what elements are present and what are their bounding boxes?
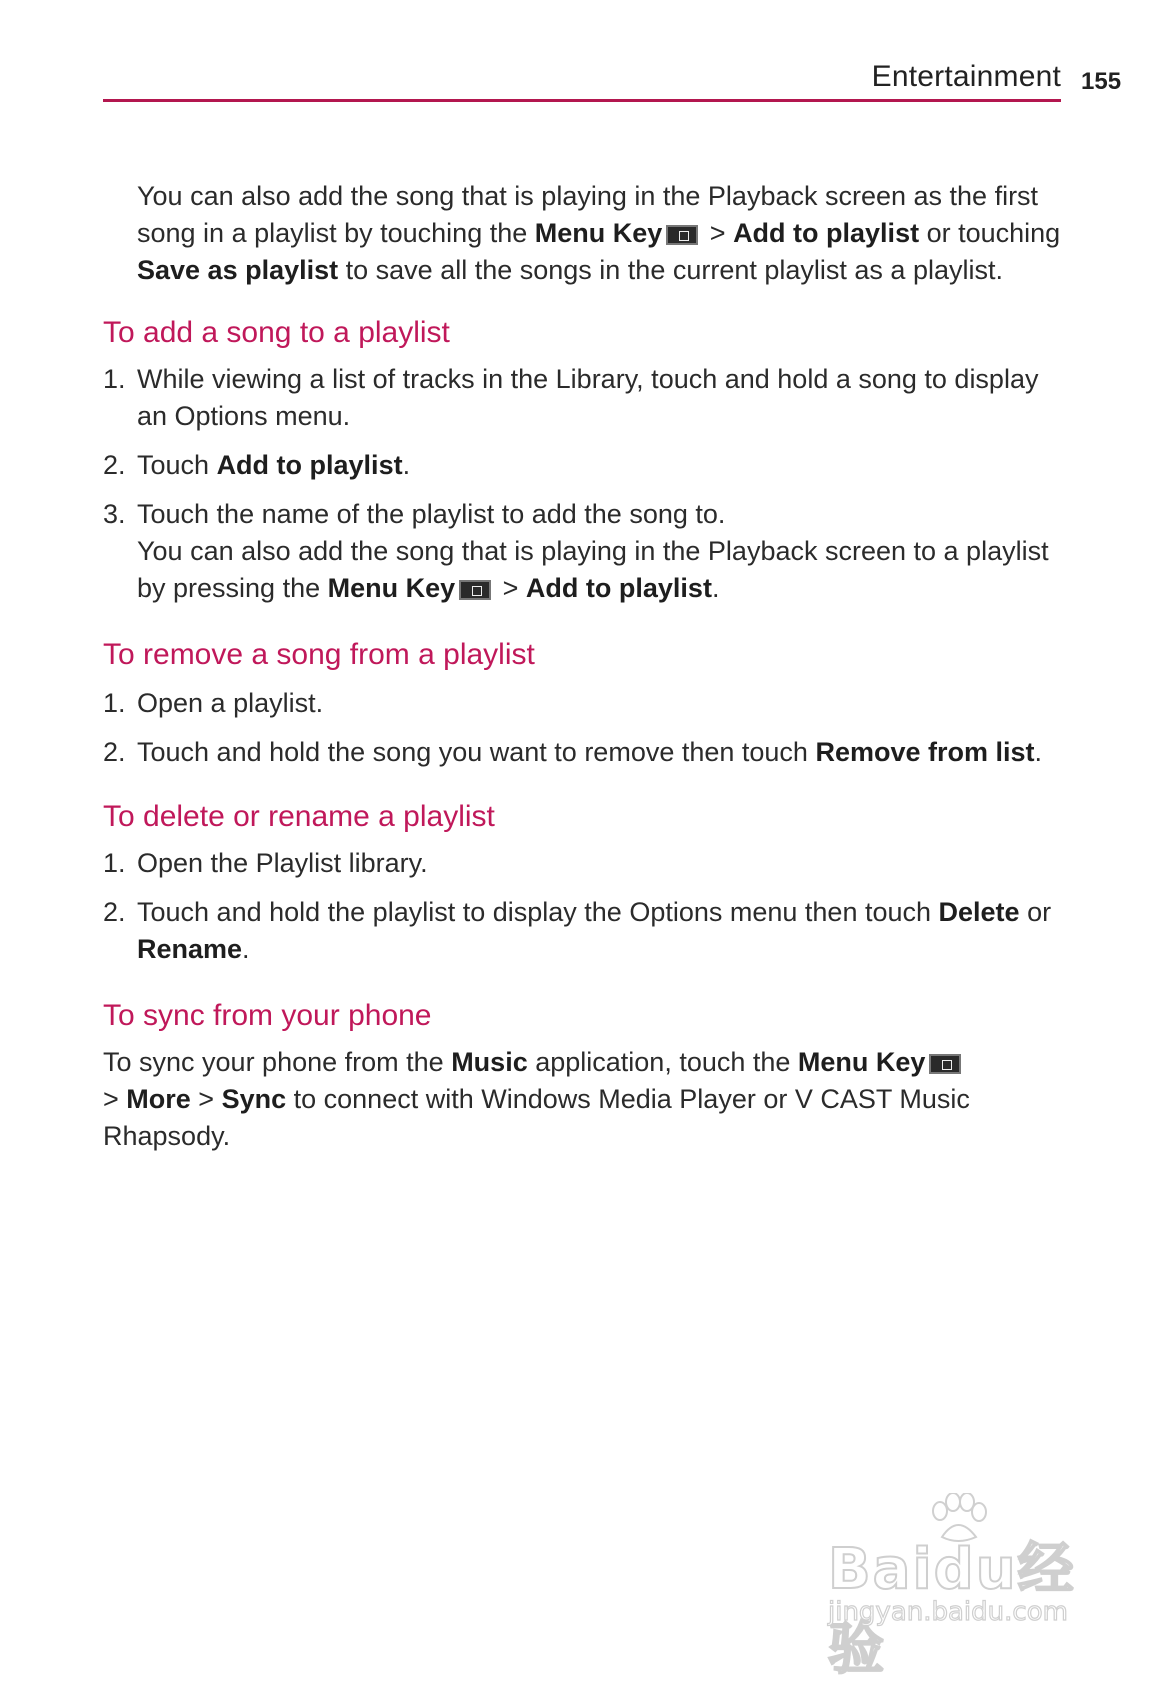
remove-song-steps bbox=[103, 685, 1063, 771]
watermark-url: jingyan.baidu.com bbox=[828, 1597, 1068, 1627]
page-number: 155 bbox=[1081, 68, 1122, 95]
save-as-playlist-label: Save as playlist bbox=[137, 255, 339, 285]
menu-key-label: Menu Key bbox=[534, 218, 663, 248]
list-item: 2. Touch Add to playlist. bbox=[103, 450, 411, 480]
section-header-title: Entertainment bbox=[871, 60, 1061, 93]
list-item: 2. Touch and hold the playlist to display the Options menu then touch Delete or Rename. bbox=[103, 897, 1052, 964]
page-header bbox=[103, 58, 1061, 108]
page-content bbox=[103, 178, 1063, 1155]
list-item: 2. Touch and hold the song you want to remove then touch Remove from list. bbox=[103, 737, 1043, 767]
section-title-delete-rename: To delete or rename a playlist bbox=[103, 800, 495, 833]
menu-key-icon bbox=[666, 225, 698, 245]
baidu-watermark bbox=[828, 1495, 1098, 1682]
add-to-playlist-label: Add to playlist bbox=[733, 218, 920, 248]
section-title-sync: To sync from your phone bbox=[103, 999, 432, 1032]
watermark-brand: Baidu经验 bbox=[828, 1537, 1076, 1682]
list-item: 1. Open the Playlist library. bbox=[103, 848, 428, 878]
list-item: 3. Touch the name of the playlist to add the song to. You can also add the song that is playing in the Playback screen to a playlist by pressing the Menu Key > Add to playlist. bbox=[103, 499, 1049, 603]
header-rule bbox=[103, 99, 1061, 102]
menu-key-icon bbox=[929, 1054, 961, 1074]
section-title-remove-song: To remove a song from a playlist bbox=[103, 638, 535, 671]
delete-rename-steps bbox=[103, 845, 1063, 968]
section-title-add-song: To add a song to a playlist bbox=[103, 316, 450, 349]
intro-paragraph: You can also add the song that is playing in the Playback screen as the first song in a playlist by touching the Menu Key > Add to playlist or touching Save as playlist to save all the songs in the current playlist as a playlist. bbox=[137, 181, 1061, 285]
menu-key-icon bbox=[459, 580, 491, 600]
list-item: 1. Open a playlist. bbox=[103, 688, 324, 718]
sync-paragraph: To sync your phone from the Music application, touch the Menu Key > More > Sync to connect with Windows Media Player or V CAST Music Rhapsody. bbox=[103, 1047, 970, 1151]
add-song-steps bbox=[103, 361, 1063, 607]
list-item: 1. While viewing a list of tracks in the Library, touch and hold a song to display an Options menu. bbox=[103, 364, 1039, 431]
